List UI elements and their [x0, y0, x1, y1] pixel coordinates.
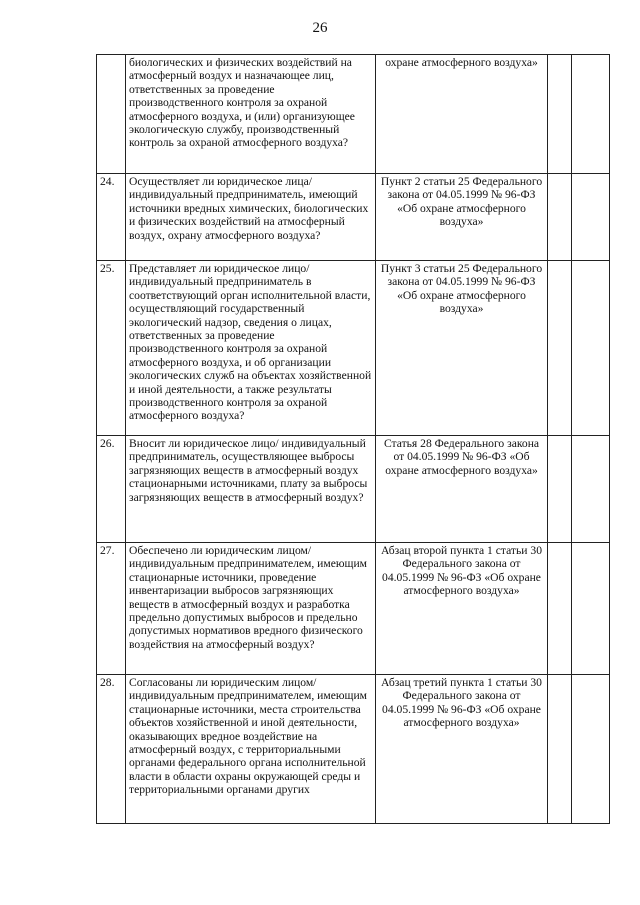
question-cell: Обеспечено ли юридическим лицом/ индивидуальным предпринимателем, имеющим стационарные источники, проведение инвентаризации выбросов загрязняющих веществ в атмосферный воздух и разработка предельно допустимых выбросов и предельно допустимых нормативов вредного физического воздействия на атмосферный воздух?	[126, 543, 376, 675]
legal-reference-cell: Пункт 3 статьи 25 Федерального закона от 04.05.1999 № 96-ФЗ «Об охране атмосферного воздуха»	[376, 261, 548, 436]
empty-cell	[548, 174, 572, 261]
table-row	[97, 261, 610, 436]
legal-reference-cell: Пункт 2 статьи 25 Федерального закона от 04.05.1999 № 96-ФЗ «Об охране атмосферного воздуха»	[376, 174, 548, 261]
row-number: 25.	[97, 261, 126, 436]
empty-cell	[572, 261, 610, 436]
question-cell: Вносит ли юридическое лицо/ индивидуальный предприниматель, осуществляющее выбросы загрязняющих веществ в атмосферный воздух стационарными источниками, плату за выбросы загрязняющих веществ в атмосферный воздух?	[126, 436, 376, 543]
question-cell: Осуществляет ли юридическое лица/ индивидуальный предприниматель, имеющий источники вредных химических, биологических и физических воздействий на атмосферный воздух, охрану атмосферного воздуха?	[126, 174, 376, 261]
question-cell: Представляет ли юридическое лицо/ индивидуальный предприниматель в соответствующий орган исполнительной власти, осуществляющий государственный экологический надзор, сведения о лицах, ответственных за проведение производственного контроля за охраной атмосферного воздуха, и об организации экологических служб на объектах хозяйственной и иной деятельности, а также результаты производственного контроля за охраной атмосферного воздуха?	[126, 261, 376, 436]
row-number	[97, 55, 126, 174]
empty-cell	[572, 543, 610, 675]
question-cell: Согласованы ли юридическим лицом/ индивидуальным предпринимателем, имеющим стационарные источники, места строительства объектов хозяйственной и иной деятельности, оказывающих вредное воздействие на атмосферный воздух, с территориальными органами федерального органа исполнительной власти в области охраны окружающей среды и территориальными органами других	[126, 675, 376, 824]
empty-cell	[548, 436, 572, 543]
checklist-table	[96, 54, 610, 824]
empty-cell	[548, 543, 572, 675]
legal-reference-cell: Абзац второй пункта 1 статьи 30 Федерального закона от 04.05.1999 № 96-ФЗ «Об охране атмосферного воздуха»	[376, 543, 548, 675]
table-row	[97, 174, 610, 261]
empty-cell	[572, 55, 610, 174]
question-cell: биологических и физических воздействий на атмосферный воздух и назначающее лиц, ответственных за проведение производственного контроля за охраной атмосферного воздуха, и (или) организующее экологическую службу, производственный контроль за охраной атмосферного воздуха?	[126, 55, 376, 174]
empty-cell	[572, 174, 610, 261]
page-number: 26	[312, 20, 328, 36]
legal-reference-cell: Абзац третий пункта 1 статьи 30 Федерального закона от 04.05.1999 № 96-ФЗ «Об охране атмосферного воздуха»	[376, 675, 548, 824]
table-row	[97, 675, 610, 824]
empty-cell	[572, 436, 610, 543]
empty-cell	[548, 55, 572, 174]
legal-reference-cell: охране атмосферного воздуха»	[376, 55, 548, 174]
empty-cell	[572, 675, 610, 824]
empty-cell	[548, 675, 572, 824]
row-number: 24.	[97, 174, 126, 261]
empty-cell	[548, 261, 572, 436]
row-number: 28.	[97, 675, 126, 824]
table-row	[97, 543, 610, 675]
row-number: 26.	[97, 436, 126, 543]
table-row	[97, 436, 610, 543]
row-number: 27.	[97, 543, 126, 675]
legal-reference-cell: Статья 28 Федерального закона от 04.05.1999 № 96-ФЗ «Об охране атмосферного воздуха»	[376, 436, 548, 543]
table-row	[97, 55, 610, 174]
